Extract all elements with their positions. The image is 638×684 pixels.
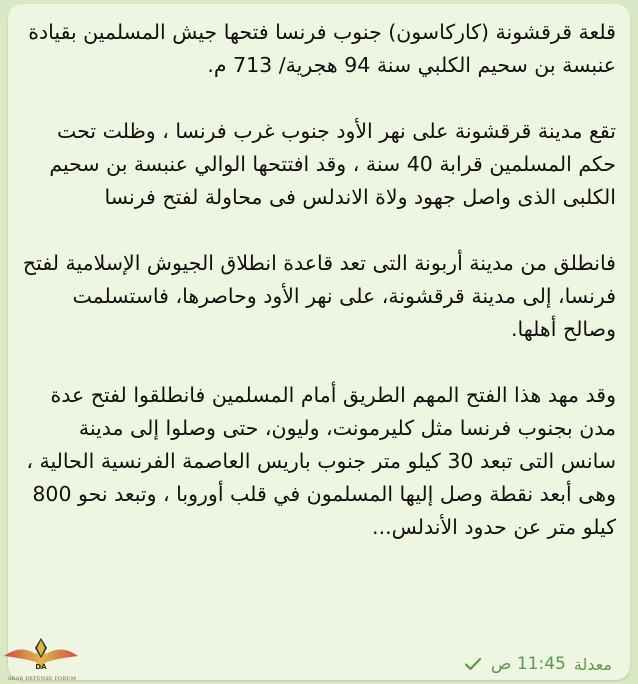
- message-text: [22, 16, 616, 544]
- message-meta: [463, 654, 612, 674]
- logo-badge: DA: [35, 663, 47, 671]
- message-bubble[interactable]: [8, 4, 630, 680]
- forum-logo: [0, 626, 82, 684]
- message-paragraph-4: وقد مهد هذا الفتح المهم الطريق أمام المسلمين فانطلقوا لفتح عدة مدن بجنوب فرنسا مثل كليرمونت، وليون، حتى وصلوا إلى مدينة سانس التى تبعد 30 كيلو متر جنوب باريس العاصمة الفرنسية الحالية ، وهى أبعد نقطة وصل إليها المسلمون في قلب أوروبا ، وتبعد نحو 800 كيلو متر عن حدود الأندلس...: [26, 383, 616, 539]
- message-time: 11:45 ص: [490, 654, 566, 674]
- edited-label: معدلة: [573, 654, 612, 674]
- message-paragraph-1: قلعة قرقشونة (كاركاسون) جنوب فرنسا فتحها جيش المسلمين بقيادة عنبسة بن سحيم الكلبي سنة 94 هجرية/ 713 م.: [28, 20, 616, 77]
- double-check-icon: [463, 654, 483, 674]
- message-paragraph-2: تقع مدينة قرقشونة على نهر الأود جنوب غرب فرنسا ، وظلت تحت حكم المسلمين قرابة 40 سنة ، وقد افتتحها الوالي عنبسة بن سحيم الكلبى الذى واصل جهود ولاة الاندلس فى محاولة لفتح فرنسا: [49, 119, 616, 209]
- logo-text: ARAB DEFENSE FORUM: [7, 676, 77, 682]
- message-paragraph-3: فانطلق من مدينة أربونة التى تعد قاعدة انطلاق الجيوش الإسلامية لفتح فرنسا، إلى مدينة قرقشونة، على نهر الأود وحاصرها، فاستسلمت وصالح أهلها.: [22, 251, 616, 341]
